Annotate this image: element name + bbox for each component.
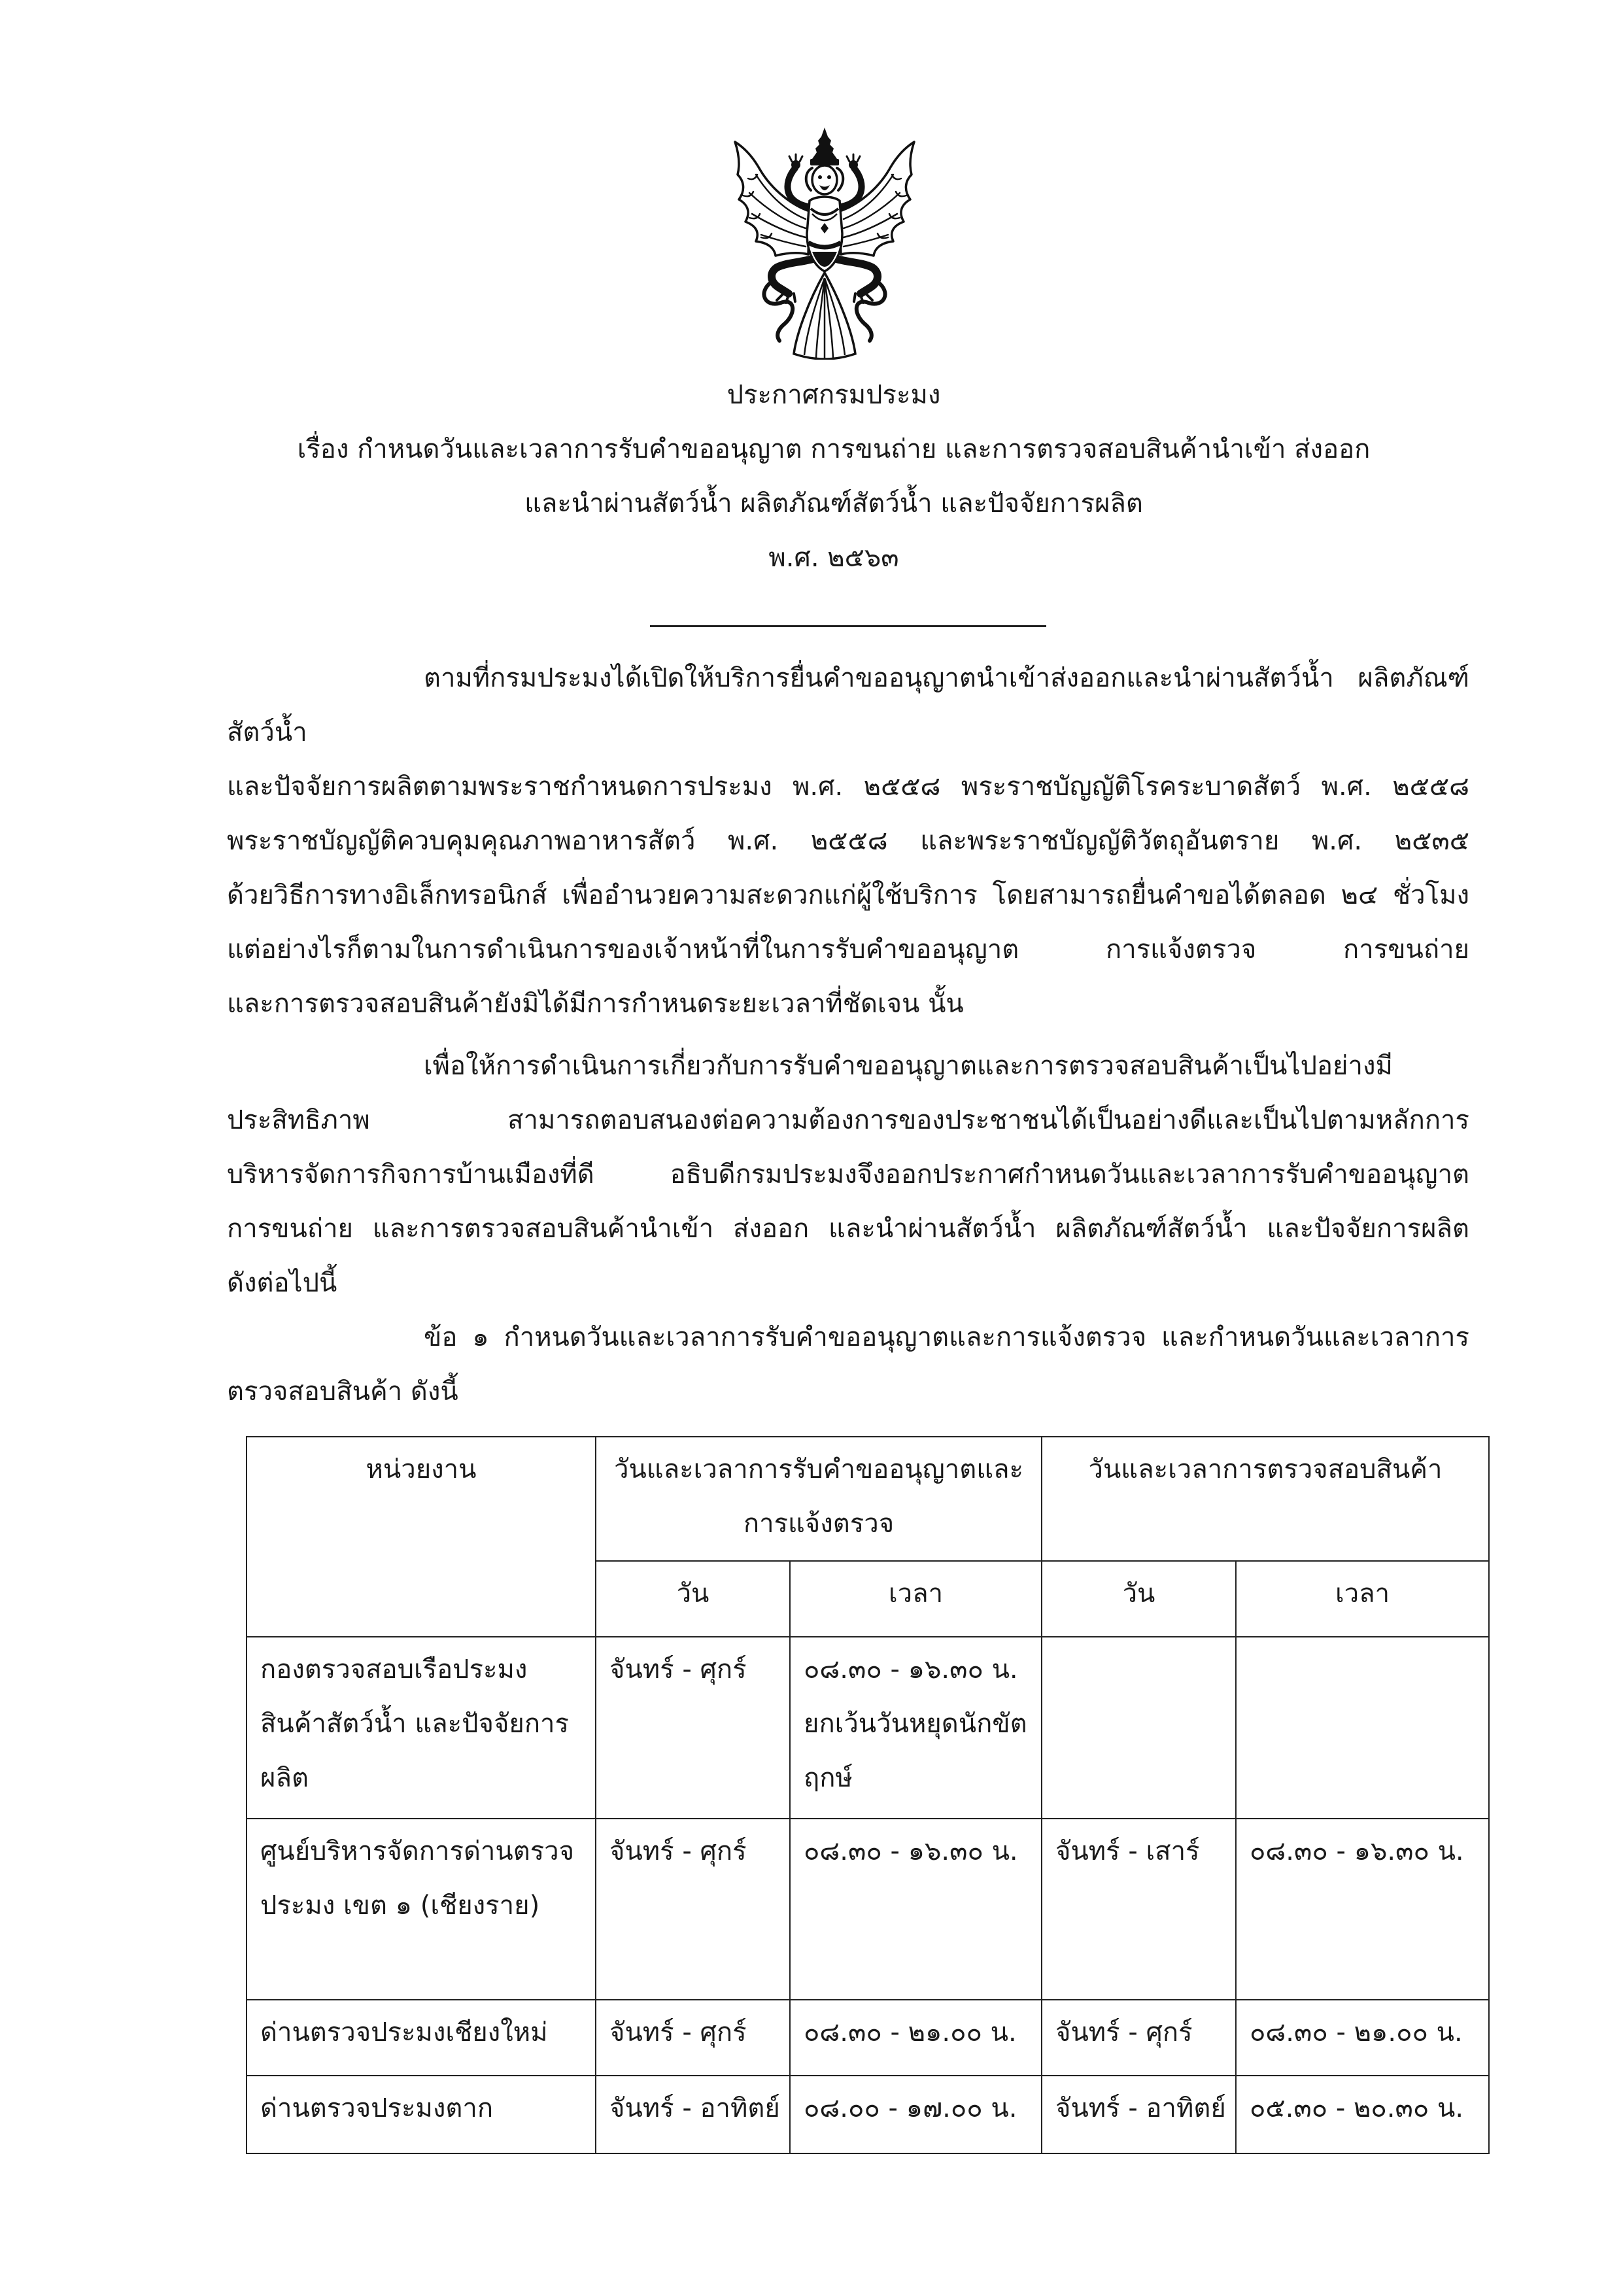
unit-name: ด่านตรวจประมงตาก: [260, 2093, 494, 2123]
garuda-tail: [794, 273, 855, 359]
paragraph-line: ตรวจสอบสินค้า ดังนี้: [227, 1377, 458, 1407]
permit-day: จันทร์ - ศุกร์: [609, 2017, 747, 2048]
paragraph-line: และปัจจัยการผลิตตามพระราชกำหนดการประมง พ.ศ. ๒๕๕๘ พระราชบัญญัติโรคระบาดสัตว์ พ.ศ. ๒๕๕๘: [227, 772, 1469, 802]
document-content: [227, 368, 1469, 2154]
paragraph-line: และการตรวจสอบสินค้ายังมิได้มีการกำหนดระยะเวลาที่ชัดเจน นั้น: [227, 989, 964, 1019]
cell-unit: [247, 2000, 596, 2076]
permit-day: จันทร์ - ศุกร์: [609, 1654, 747, 1685]
table-row: [247, 1819, 1489, 2000]
table-row: [247, 2076, 1489, 2153]
header-permit-group: [596, 1437, 1042, 1561]
schedule-table: [246, 1436, 1490, 2154]
cell-permit-time: [790, 2000, 1042, 2076]
announcement-subject-line: เรื่อง กำหนดวันและเวลาการรับคำขออนุญาต การขนถ่าย และการตรวจสอบสินค้านำเข้า ส่งออก: [297, 434, 1371, 464]
permit-day: จันทร์ - อาทิตย์: [609, 2093, 780, 2123]
paragraph-line: ประสิทธิภาพ สามารถตอบสนองต่อความต้องการของประชาชนได้เป็นอย่างดีและเป็นไปตามหลักการ: [227, 1105, 1469, 1135]
cell-inspect-time: [1236, 1819, 1489, 2000]
header-permit-time: [790, 1561, 1042, 1637]
inspect-day: จันทร์ - อาทิตย์: [1055, 2093, 1226, 2123]
header-inspect-day: [1042, 1561, 1236, 1637]
permit-time: ๐๘.๐๐ - ๑๗.๐๐ น.: [804, 2093, 1017, 2123]
cell-permit-day: [596, 1637, 790, 1819]
unit-name: กองตรวจสอบเรือประมง สินค้าสัตว์น้ำ และปัจจัยการผลิต: [260, 1654, 569, 1793]
paragraph-background: [227, 651, 1469, 1031]
paragraph-line: ด้วยวิธีการทางอิเล็กทรอนิกส์ เพื่ออำนวยความสะดวกแก่ผู้ใช้บริการ โดยสามารถยื่นคำขอได้ตลอด ๒๔ ชั่วโมง: [227, 880, 1469, 910]
paragraph-line: พระราชบัญญัติควบคุมคุณภาพอาหารสัตว์ พ.ศ. ๒๕๕๘ และพระราชบัญญัติวัตถุอันตราย พ.ศ. ๒๕๓๕: [227, 826, 1469, 856]
cell-permit-time: [790, 1819, 1042, 2000]
garuda-emblem: [730, 128, 919, 360]
paragraph-line: เพื่อให้การดำเนินการเกี่ยวกับการรับคำขออนุญาตและการตรวจสอบสินค้าเป็นไปอย่างมี: [424, 1051, 1393, 1081]
unit-name: ด่านตรวจประมงเชียงใหม่: [260, 2017, 548, 2048]
permit-time: ๐๘.๓๐ - ๑๖.๓๐ น.: [804, 1654, 1018, 1685]
paragraph-clause-1: [227, 1311, 1469, 1419]
inspect-day: จันทร์ - เสาร์: [1055, 1836, 1200, 1866]
header-unit: [247, 1437, 596, 1637]
header-permit-group-label: วันและเวลาการรับคำขออนุญาตและการแจ้งตรวจ: [614, 1454, 1023, 1539]
cell-permit-day: [596, 2076, 790, 2153]
header-day-label: วัน: [1122, 1579, 1155, 1609]
header-divider: [650, 625, 1046, 627]
header-day-label: วัน: [676, 1579, 709, 1609]
garuda-crown: [810, 128, 839, 165]
header-time-label: เวลา: [1335, 1579, 1390, 1609]
garuda-head: [812, 165, 837, 194]
header-inspect-time: [1236, 1561, 1489, 1637]
table-body: [247, 1637, 1489, 2153]
table-header-row: [247, 1437, 1489, 1561]
cell-unit: [247, 2076, 596, 2153]
permit-time: ๐๘.๓๐ - ๒๑.๐๐ น.: [804, 2017, 1017, 2048]
permit-time-note: ยกเว้นวันหยุดนักขัตฤกษ์: [804, 1709, 1027, 1793]
cell-permit-day: [596, 1819, 790, 2000]
inspect-time: ๐๕.๓๐ - ๒๐.๓๐ น.: [1250, 2093, 1464, 2123]
garuda-left-half: [735, 142, 815, 341]
cell-inspect-day: [1042, 2000, 1236, 2076]
table-row: [247, 2000, 1489, 2076]
cell-inspect-day: [1042, 1819, 1236, 2000]
cell-permit-time: [790, 1637, 1042, 1819]
table-row: [247, 1637, 1489, 1819]
garuda-body: [807, 197, 842, 271]
inspect-day: จันทร์ - ศุกร์: [1055, 2017, 1193, 2048]
cell-inspect-time-empty: [1236, 1637, 1489, 1819]
paragraph-line: แต่อย่างไรก็ตามในการดำเนินการของเจ้าหน้าที่ในการรับคำขออนุญาต การแจ้งตรวจ การขนถ่าย: [227, 934, 1469, 965]
cell-inspect-day: [1042, 2076, 1236, 2153]
announcement-year: พ.ศ. ๒๕๖๓: [768, 543, 899, 573]
table-header: [247, 1437, 1489, 1637]
header-inspect-group-label: วันและเวลาการตรวจสอบสินค้า: [1088, 1454, 1443, 1484]
cell-unit: [247, 1819, 596, 2000]
paragraph-purpose: [227, 1039, 1469, 1311]
cell-inspect-time: [1236, 2076, 1489, 2153]
paragraph-line: ดังต่อไปนี้: [227, 1268, 337, 1298]
header-permit-day: [596, 1561, 790, 1637]
header-time-label: เวลา: [888, 1579, 944, 1609]
permit-time: ๐๘.๓๐ - ๑๖.๓๐ น.: [804, 1836, 1018, 1866]
inspect-time: ๐๘.๓๐ - ๒๑.๐๐ น.: [1250, 2017, 1463, 2048]
cell-inspect-day-empty: [1042, 1637, 1236, 1819]
header-unit-label: หน่วยงาน: [366, 1454, 477, 1484]
cell-unit: [247, 1637, 596, 1819]
cell-permit-day: [596, 2000, 790, 2076]
inspect-time: ๐๘.๓๐ - ๑๖.๓๐ น.: [1250, 1836, 1464, 1866]
paragraph-line: บริหารจัดการกิจการบ้านเมืองที่ดี อธิบดีกรมประมงจึงออกประกาศกำหนดวันและเวลาการรับคำขออนุญาต: [227, 1159, 1469, 1190]
paragraph-line: การขนถ่าย และการตรวจสอบสินค้านำเข้า ส่งออก และนำผ่านสัตว์น้ำ ผลิตภัณฑ์สัตว์น้ำ และปัจจัยการผลิต: [227, 1214, 1469, 1244]
announcement-header: [213, 368, 1455, 585]
header-inspect-group: [1042, 1437, 1489, 1561]
paragraph-line: ตามที่กรมประมงได้เปิดให้บริการยื่นคำขออนุญาตนำเข้าส่งออกและนำผ่านสัตว์น้ำ ผลิตภัณฑ์สัตว์น้ำ: [227, 663, 1469, 747]
cell-inspect-time: [1236, 2000, 1489, 2076]
permit-day: จันทร์ - ศุกร์: [609, 1836, 747, 1866]
unit-name: ศูนย์บริหารจัดการด่านตรวจประมง เขต ๑ (เชียงราย): [260, 1836, 575, 1921]
paragraph-line: ข้อ ๑ กำหนดวันและเวลาการรับคำขออนุญาตและการแจ้งตรวจ และกำหนดวันและเวลาการ: [424, 1322, 1469, 1352]
cell-permit-time: [790, 2076, 1042, 2153]
announcement-title: ประกาศกรมประมง: [726, 380, 941, 410]
garuda-right-half: [834, 142, 914, 341]
announcement-subject-line: และนำผ่านสัตว์น้ำ ผลิตภัณฑ์สัตว์น้ำ และปัจจัยการผลิต: [524, 488, 1143, 519]
